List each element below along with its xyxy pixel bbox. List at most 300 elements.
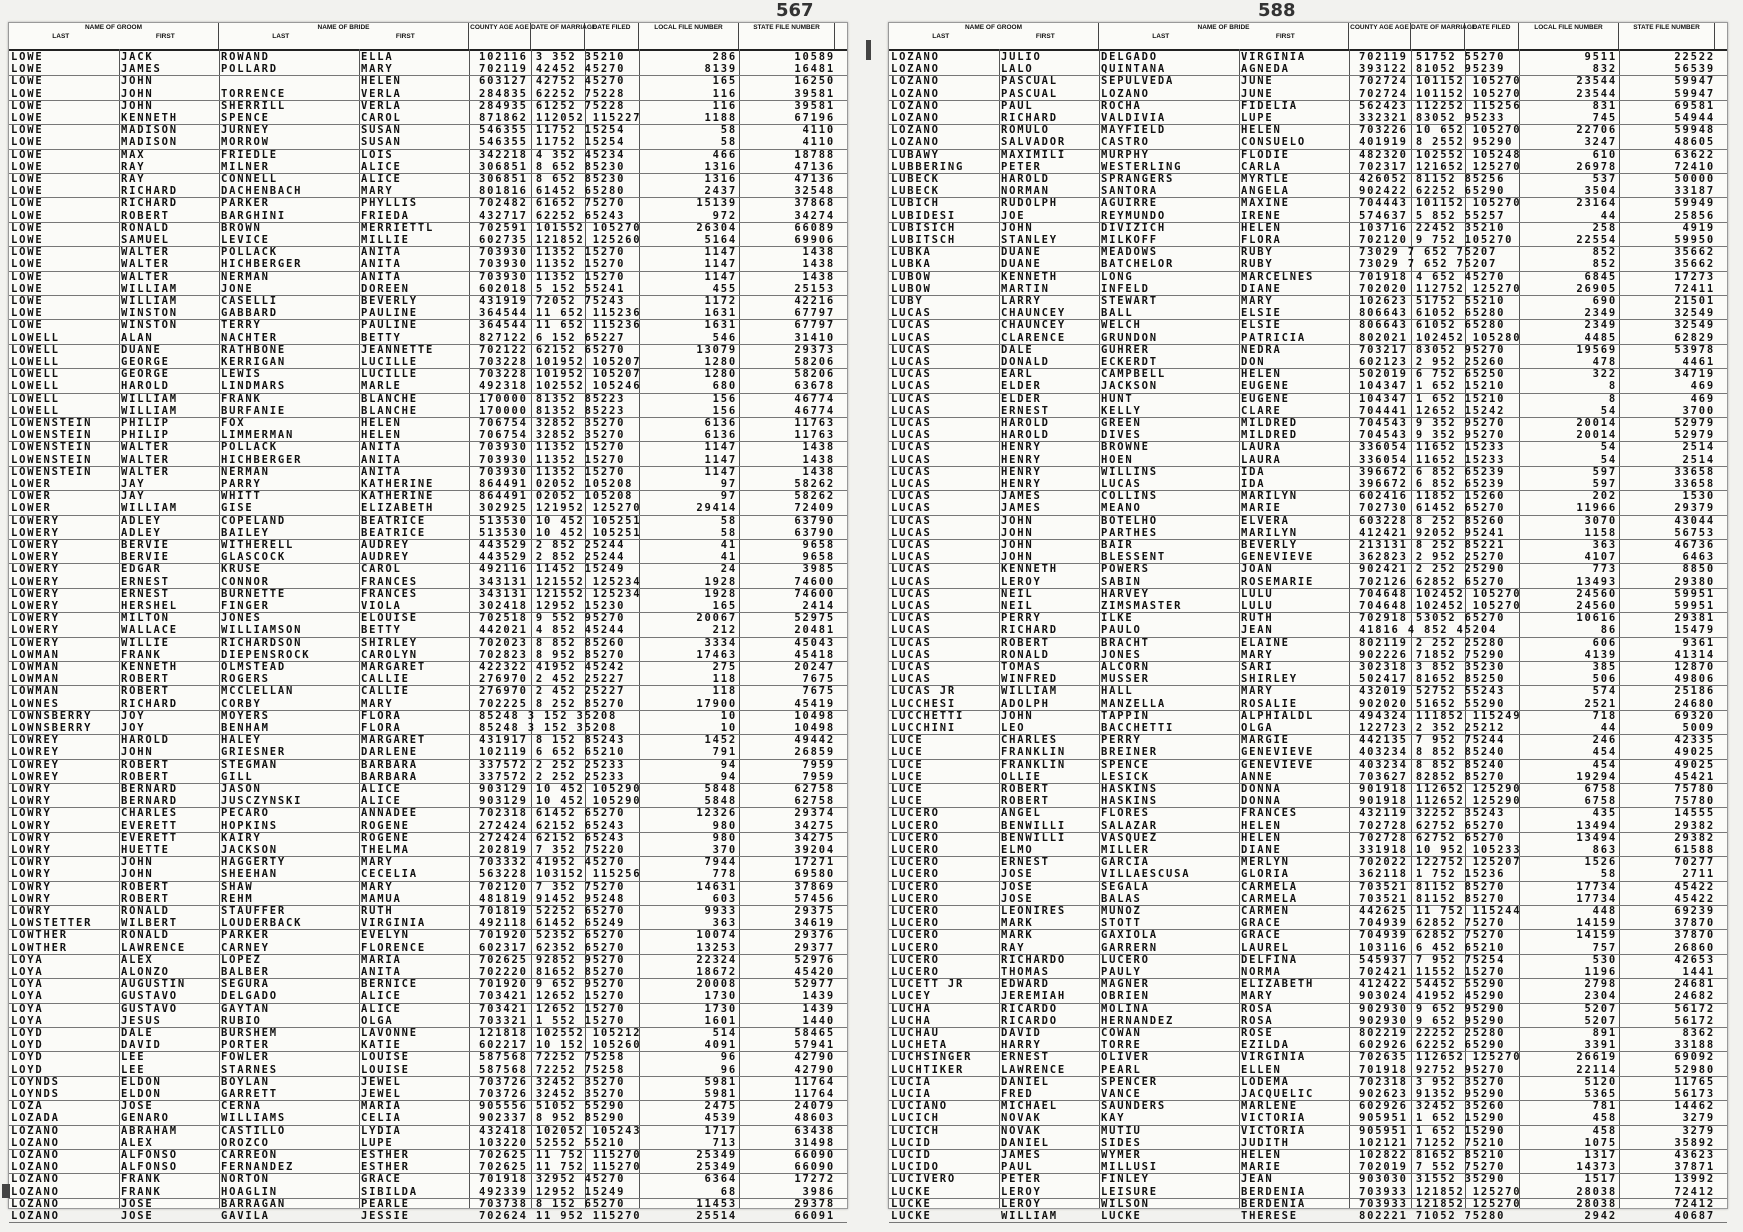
marriage-dates: 902623 91352 95290 bbox=[1359, 1088, 1506, 1100]
state-file-number: 2414 bbox=[802, 600, 835, 612]
bride-last-name: HARVEY bbox=[1101, 587, 1150, 600]
bride-last-name: LOUDERBACK bbox=[221, 917, 303, 930]
state-file-number: 50000 bbox=[1674, 173, 1715, 185]
bride-last-name: GILL bbox=[221, 770, 254, 783]
bride-first-name: MARGIE bbox=[1241, 734, 1290, 747]
local-file-number: 275 bbox=[712, 661, 737, 673]
bride-last-name: SPENCER bbox=[1101, 1075, 1158, 1088]
groom-first-name: RAY bbox=[121, 160, 146, 173]
bride-last-name: BARRAGAN bbox=[221, 1197, 286, 1210]
state-file-number: 75780 bbox=[1674, 783, 1715, 795]
table-row bbox=[9, 759, 847, 771]
marriage-dates: 513530 10 452 105251 bbox=[479, 526, 642, 539]
state-file-number: 70277 bbox=[1674, 856, 1715, 869]
bride-last-name: POWERS bbox=[1101, 563, 1150, 576]
groom-last-name: LOWE bbox=[11, 185, 44, 198]
bride-first-name: ELVERA bbox=[1241, 514, 1290, 527]
state-file-number: 66090 bbox=[794, 1161, 835, 1174]
bride-last-name: CAMPBELL bbox=[1101, 368, 1166, 381]
bride-last-name: GRUNDON bbox=[1101, 331, 1158, 344]
groom-first-name: KENNETH bbox=[121, 112, 178, 124]
table-row bbox=[9, 783, 847, 795]
marriage-dates: 703726 32452 35270 bbox=[479, 1075, 626, 1088]
bride-first-name: VIOLA bbox=[361, 600, 402, 612]
local-file-number: 202 bbox=[1592, 490, 1617, 503]
bride-last-name: MORROW bbox=[221, 136, 270, 149]
marriage-dates: 170000 81352 85223 bbox=[479, 392, 626, 405]
local-file-number: 246 bbox=[1592, 734, 1617, 747]
bride-last-name: BATCHELOR bbox=[1101, 258, 1175, 271]
table-row bbox=[9, 881, 847, 893]
local-file-number: 22554 bbox=[1576, 234, 1617, 246]
marriage-dates: 272424 62152 65243 bbox=[479, 831, 626, 844]
local-file-number: 891 bbox=[1592, 1027, 1617, 1039]
bride-last-name: SPRANGERS bbox=[1101, 173, 1175, 185]
groom-first-name: NEIL bbox=[1001, 600, 1034, 612]
bride-first-name: MARY bbox=[1241, 990, 1274, 1003]
marriage-dates: 603127 42752 45270 bbox=[479, 75, 626, 88]
bride-first-name: ELIZABETH bbox=[361, 502, 435, 515]
marriage-dates: 703933 121852 125270 bbox=[1359, 1197, 1522, 1210]
groom-last-name: LOWNES bbox=[11, 697, 60, 710]
state-file-number: 66090 bbox=[794, 1149, 835, 1161]
state-file-number: 34274 bbox=[794, 209, 835, 222]
bride-last-name: GABBARD bbox=[221, 307, 278, 320]
bride-last-name: KAY bbox=[1101, 1112, 1126, 1125]
bride-last-name: PECARO bbox=[221, 807, 270, 820]
bride-first-name: ALICE bbox=[361, 783, 402, 795]
groom-first-name: ALONZO bbox=[121, 966, 170, 978]
marriage-dates: 443529 2 852 25244 bbox=[479, 539, 626, 551]
marriage-dates: 396672 6 852 65239 bbox=[1359, 478, 1506, 490]
table-row bbox=[889, 1198, 1727, 1210]
bride-last-name: BREINER bbox=[1101, 746, 1158, 759]
state-file-number: 8850 bbox=[1682, 563, 1715, 576]
groom-last-name: LUBY bbox=[891, 295, 924, 307]
header-marriage-date-text: DATE OF MARRIAGE bbox=[1411, 24, 1477, 31]
marriage-dates: 703521 81152 85270 bbox=[1359, 892, 1506, 905]
local-file-number: 9511 bbox=[1584, 51, 1617, 63]
state-file-number: 24680 bbox=[1674, 697, 1715, 710]
groom-first-name: DALE bbox=[121, 1027, 154, 1039]
state-file-number: 63678 bbox=[794, 380, 835, 393]
groom-first-subheader: FIRST bbox=[155, 33, 175, 40]
state-file-number: 15479 bbox=[1674, 624, 1715, 637]
groom-last-name: LOWRY bbox=[11, 892, 52, 905]
local-file-number: 10616 bbox=[1576, 612, 1617, 625]
groom-first-name: CHAUNCEY bbox=[1001, 319, 1066, 332]
bride-last-name: CORBY bbox=[221, 697, 262, 710]
bride-first-name: HELEN bbox=[361, 417, 402, 429]
table-row bbox=[889, 51, 1727, 63]
table-row bbox=[9, 246, 847, 258]
marriage-dates: 703933 121852 125270 bbox=[1359, 1185, 1522, 1198]
local-file-number: 165 bbox=[712, 600, 737, 612]
local-file-number: 23544 bbox=[1576, 75, 1617, 88]
marriage-dates: 432717 62252 65243 bbox=[479, 209, 626, 222]
state-file-number: 32549 bbox=[1674, 319, 1715, 332]
bride-first-name: GLORIA bbox=[1241, 868, 1290, 881]
state-file-number: 58262 bbox=[794, 478, 835, 490]
bride-first-name: VIRGINIA bbox=[1241, 51, 1306, 63]
state-file-number: 29373 bbox=[794, 343, 835, 356]
bride-last-name: BURSHEM bbox=[221, 1027, 278, 1039]
bride-last-name: SHAW bbox=[221, 880, 254, 893]
marriage-dates: 701920 9 652 95270 bbox=[479, 978, 626, 991]
bride-first-name: OLGA bbox=[361, 1014, 394, 1027]
local-file-number: 10 bbox=[720, 722, 737, 734]
marriage-dates: 412422 54452 55290 bbox=[1359, 978, 1506, 991]
bride-first-name: AUDREY bbox=[361, 539, 410, 551]
groom-first-name: JOE bbox=[1001, 209, 1026, 222]
bride-first-name: GENEVIEVE bbox=[1241, 551, 1315, 564]
marriage-dates: 343131 121552 125234 bbox=[479, 575, 642, 588]
groom-first-name: JAMES bbox=[121, 63, 162, 76]
local-file-number: 25514 bbox=[696, 1210, 737, 1222]
groom-last-name: LOWE bbox=[11, 221, 44, 234]
header-codes-text: COUNTY AGE AGE bbox=[1350, 24, 1409, 31]
marriage-dates: 703930 11352 15270 bbox=[479, 246, 626, 259]
state-file-number: 4110 bbox=[802, 124, 835, 137]
groom-last-subheader: LAST bbox=[52, 33, 70, 40]
state-file-number: 39581 bbox=[794, 99, 835, 112]
local-file-number: 19294 bbox=[1576, 770, 1617, 783]
local-file-number: 11453 bbox=[696, 1197, 737, 1210]
marriage-dates: 905951 1 652 15290 bbox=[1359, 1124, 1506, 1137]
state-file-number: 1438 bbox=[802, 453, 835, 466]
local-file-number: 1517 bbox=[1584, 1173, 1617, 1186]
local-file-number: 1172 bbox=[704, 295, 737, 307]
table-row bbox=[889, 563, 1727, 575]
local-file-number: 54 bbox=[1600, 404, 1617, 417]
local-file-number: 781 bbox=[1592, 1100, 1617, 1113]
table-row bbox=[9, 75, 847, 87]
bride-last-name: BURFANIE bbox=[221, 404, 286, 417]
bride-last-name: PARRY bbox=[221, 478, 262, 490]
groom-last-name: LUCAS bbox=[891, 539, 932, 551]
bride-first-name: EUGENE bbox=[1241, 392, 1290, 405]
bride-first-name: JUNE bbox=[1241, 75, 1274, 88]
bride-first-name: HELEN bbox=[1241, 221, 1282, 234]
local-file-number: 41 bbox=[720, 551, 737, 564]
marriage-dates: 701918 92752 95270 bbox=[1359, 1063, 1506, 1076]
state-file-number: 67797 bbox=[794, 319, 835, 332]
local-file-number: 4091 bbox=[704, 1039, 737, 1052]
marriage-dates: 802219 22252 25280 bbox=[1359, 1027, 1506, 1039]
bride-last-name: JONE bbox=[221, 282, 254, 295]
table-row bbox=[9, 173, 847, 185]
groom-last-name: LUCE bbox=[891, 770, 924, 783]
bride-last-name: JUSCZYNSKI bbox=[221, 795, 303, 808]
state-file-number: 63790 bbox=[794, 526, 835, 539]
bride-last-name: MILKOFF bbox=[1101, 234, 1158, 246]
bride-first-name: SHIRLEY bbox=[361, 636, 418, 649]
bride-last-name: BROWNE bbox=[1101, 441, 1150, 454]
state-file-number: 1440 bbox=[802, 1014, 835, 1027]
groom-last-name: LOZANO bbox=[11, 1210, 60, 1222]
groom-last-name: LOZANO bbox=[891, 63, 940, 76]
bride-first-name: ALICE bbox=[361, 1002, 402, 1015]
state-file-number: 13992 bbox=[1674, 1173, 1715, 1186]
bride-first-name: FRANCES bbox=[1241, 807, 1298, 820]
bride-last-name: QUINTANA bbox=[1101, 63, 1166, 76]
state-file-number: 56753 bbox=[1674, 526, 1715, 539]
table-row bbox=[9, 441, 847, 453]
groom-last-name: LUCHA bbox=[891, 1002, 932, 1015]
groom-last-name: LOWREY bbox=[11, 770, 60, 783]
groom-first-name: DALE bbox=[1001, 343, 1034, 356]
marriage-dates: 396672 6 852 65239 bbox=[1359, 465, 1506, 478]
marriage-dates: 703332 41952 45270 bbox=[479, 856, 626, 869]
groom-last-name: LUCAS bbox=[891, 636, 932, 649]
state-file-number: 33658 bbox=[1674, 478, 1715, 490]
groom-last-name: LUCKE bbox=[891, 1210, 932, 1222]
state-file-number: 58206 bbox=[794, 368, 835, 381]
groom-last-name: LOWE bbox=[11, 173, 44, 185]
bride-last-name: DIEPENSROCK bbox=[221, 648, 311, 661]
marriage-dates: 702728 62752 65270 bbox=[1359, 831, 1506, 844]
groom-last-name: LUCAS bbox=[891, 368, 932, 381]
marriage-dates: 306851 8 652 85230 bbox=[479, 160, 626, 173]
bride-last-name: SANTORA bbox=[1101, 185, 1158, 198]
groom-last-name: LOWE bbox=[11, 282, 44, 295]
marriage-dates: 702120 9 752 105270 bbox=[1359, 234, 1514, 246]
state-file-number: 39204 bbox=[794, 844, 835, 856]
groom-first-name: LARRY bbox=[1001, 295, 1042, 307]
groom-last-name: LUCID bbox=[891, 1149, 932, 1161]
marriage-dates: 903129 10 452 105290 bbox=[479, 783, 642, 795]
bride-first-name: JEWEL bbox=[361, 1075, 402, 1088]
bride-last-name: LESICK bbox=[1101, 770, 1150, 783]
bride-first-name: CECELIA bbox=[361, 868, 418, 881]
state-file-number: 29379 bbox=[1674, 502, 1715, 515]
bride-first-name: JUNE bbox=[1241, 87, 1274, 100]
local-file-number: 258 bbox=[1592, 221, 1617, 234]
local-file-number: 14159 bbox=[1576, 929, 1617, 942]
marriage-dates: 545937 7 952 75254 bbox=[1359, 953, 1506, 966]
bride-last-name: SEPULVEDA bbox=[1101, 75, 1175, 88]
local-file-number: 25349 bbox=[696, 1161, 737, 1174]
bride-first-name: JUDITH bbox=[1241, 1136, 1290, 1149]
state-file-number: 75780 bbox=[1674, 795, 1715, 808]
state-file-number: 72412 bbox=[1674, 1197, 1715, 1210]
local-file-number: 1147 bbox=[704, 246, 737, 259]
marriage-dates: 702635 112652 125270 bbox=[1359, 1051, 1522, 1064]
local-file-number: 14159 bbox=[1576, 917, 1617, 930]
marriage-dates: 902422 62252 65290 bbox=[1359, 185, 1506, 198]
groom-last-name: LOWREY bbox=[11, 734, 60, 747]
marriage-dates: 272424 62152 65243 bbox=[479, 819, 626, 832]
bride-last-name: HICHBERGER bbox=[221, 453, 303, 466]
local-file-number: 1316 bbox=[704, 173, 737, 185]
bride-last-name: VANCE bbox=[1101, 1088, 1142, 1100]
groom-first-name: EVERETT bbox=[121, 819, 178, 832]
bride-last-name: GARRETT bbox=[221, 1088, 278, 1100]
local-file-number: 3247 bbox=[1584, 136, 1617, 149]
local-file-number: 2349 bbox=[1584, 319, 1617, 332]
table-row bbox=[889, 515, 1727, 527]
groom-first-name: ALFONSO bbox=[121, 1161, 178, 1174]
bride-first-name: DELFINA bbox=[1241, 953, 1298, 966]
bride-first-name: GRACE bbox=[1241, 917, 1282, 930]
marriage-dates: 102116 3 352 35210 bbox=[479, 51, 626, 63]
groom-last-name: LUCAS bbox=[891, 612, 932, 625]
bride-last-name: KAIRY bbox=[221, 831, 262, 844]
marriage-dates: 432019 52752 55243 bbox=[1359, 685, 1506, 698]
local-file-number: 14631 bbox=[696, 880, 737, 893]
bride-last-name: FINLEY bbox=[1101, 1173, 1150, 1186]
bride-last-name: GARCIA bbox=[1101, 856, 1150, 869]
bride-first-name: CARMELA bbox=[1241, 880, 1298, 893]
register-page-left bbox=[8, 22, 848, 1222]
local-file-number: 2475 bbox=[704, 1100, 737, 1113]
bride-last-name: BENHAM bbox=[221, 722, 270, 734]
groom-first-name: JACK bbox=[121, 51, 154, 63]
table-row bbox=[9, 51, 847, 63]
groom-first-name: ERNEST bbox=[1001, 404, 1050, 417]
state-file-number: 58465 bbox=[794, 1027, 835, 1039]
marriage-dates: 802119 2 252 25280 bbox=[1359, 636, 1506, 649]
state-file-number: 48605 bbox=[1674, 136, 1715, 149]
bride-last-name: MUNOZ bbox=[1101, 905, 1142, 917]
table-row bbox=[889, 368, 1727, 380]
state-file-number: 11763 bbox=[794, 429, 835, 442]
state-file-number: 10498 bbox=[794, 722, 835, 734]
state-file-number: 29382 bbox=[1674, 819, 1715, 832]
local-file-number: 1147 bbox=[704, 441, 737, 454]
table-row bbox=[889, 832, 1727, 844]
groom-first-name: DAVID bbox=[121, 1039, 162, 1052]
local-file-number: 24 bbox=[720, 563, 737, 576]
groom-last-name: LOYNDS bbox=[11, 1075, 60, 1088]
bride-last-name: BACCHETTI bbox=[1101, 722, 1175, 734]
groom-first-name: WILLIAM bbox=[121, 392, 178, 405]
groom-first-name: HAROLD bbox=[1001, 429, 1050, 442]
table-row bbox=[889, 856, 1727, 868]
bride-first-name: MARIA bbox=[361, 953, 402, 966]
bride-first-name: EZILDA bbox=[1241, 1039, 1290, 1052]
bride-first-name: JEAN bbox=[1241, 624, 1274, 637]
marriage-dates: 546355 11752 15254 bbox=[479, 136, 626, 149]
marriage-dates: 901918 112652 125290 bbox=[1359, 783, 1522, 795]
bride-first-name: CAROL bbox=[361, 563, 402, 576]
local-file-number: 10 bbox=[720, 709, 737, 722]
groom-first-name: OLLIE bbox=[1001, 770, 1042, 783]
groom-last-name: LOYD bbox=[11, 1039, 44, 1052]
groom-first-name: SALVADOR bbox=[1001, 136, 1066, 149]
bride-first-name: SIBILDA bbox=[361, 1185, 418, 1198]
bride-first-name: BETTY bbox=[361, 331, 402, 344]
groom-first-name: CHARLES bbox=[1001, 734, 1058, 747]
bride-first-name: PAULINE bbox=[361, 307, 418, 320]
table-row bbox=[889, 441, 1727, 453]
state-file-number: 46774 bbox=[794, 392, 835, 405]
local-file-number: 455 bbox=[712, 282, 737, 295]
bride-first-name: BLANCHE bbox=[361, 404, 418, 417]
marriage-dates: 104347 1 652 15210 bbox=[1359, 380, 1506, 393]
groom-last-name: LOWERY bbox=[11, 636, 60, 649]
bride-last-name: WELCH bbox=[1101, 319, 1142, 332]
bride-last-name: LOZANO bbox=[1101, 87, 1150, 100]
groom-first-name: DONALD bbox=[1001, 356, 1050, 368]
groom-first-name: ANGEL bbox=[1001, 807, 1042, 820]
groom-last-name: LUCAS bbox=[891, 673, 932, 686]
groom-first-name: RICHARDO bbox=[1001, 953, 1066, 966]
marriage-dates: 703930 11352 15270 bbox=[479, 465, 626, 478]
marriage-dates: 73029 7 652 75207 bbox=[1359, 246, 1498, 259]
state-file-number: 34275 bbox=[794, 819, 835, 832]
groom-first-name: FRED bbox=[1001, 1088, 1034, 1100]
bride-last-name: PARKER bbox=[221, 929, 270, 942]
local-file-number: 58 bbox=[720, 124, 737, 137]
marriage-dates: 903129 10 452 105290 bbox=[479, 795, 642, 808]
local-file-number: 86 bbox=[1600, 624, 1617, 637]
table-row bbox=[889, 344, 1727, 356]
local-file-number: 15139 bbox=[696, 197, 737, 210]
groom-last-name: LUCHA bbox=[891, 1014, 932, 1027]
groom-first-name: DANIEL bbox=[1001, 1136, 1050, 1149]
local-file-number: 2798 bbox=[1584, 978, 1617, 991]
marriage-dates: 337572 2 252 25233 bbox=[479, 758, 626, 771]
groom-first-name: HAROLD bbox=[121, 380, 170, 393]
bride-first-name: GENEVIEVE bbox=[1241, 758, 1315, 771]
bride-first-name: HELEN bbox=[1241, 819, 1282, 832]
bride-first-subheader: FIRST bbox=[395, 33, 415, 40]
state-file-number: 59947 bbox=[1674, 75, 1715, 88]
bride-last-name: RATHBONE bbox=[221, 343, 286, 356]
bride-first-name: PATRICIA bbox=[1241, 331, 1306, 344]
bride-first-name: ROSA bbox=[1241, 1014, 1274, 1027]
bride-first-name: BERDENIA bbox=[1241, 1185, 1306, 1198]
state-file-number: 33188 bbox=[1674, 1039, 1715, 1052]
groom-first-name: BENWILLI bbox=[1001, 831, 1066, 844]
bride-last-name: KERRIGAN bbox=[221, 356, 286, 368]
groom-last-name: LUCCHINI bbox=[891, 722, 956, 734]
bride-last-name: STEGMAN bbox=[221, 758, 278, 771]
groom-last-name: LUCAS bbox=[891, 478, 932, 490]
local-file-number: 44 bbox=[1600, 209, 1617, 222]
local-file-number: 4107 bbox=[1584, 551, 1617, 564]
table-row bbox=[9, 1003, 847, 1015]
local-file-number: 454 bbox=[1592, 746, 1617, 759]
groom-last-name: LUCHSINGER bbox=[891, 1051, 973, 1064]
marriage-dates: 905951 1 652 15290 bbox=[1359, 1112, 1506, 1125]
bride-last-name: WILSON bbox=[1101, 1197, 1150, 1210]
state-file-number: 69581 bbox=[1674, 99, 1715, 112]
bride-last-name: RUBIO bbox=[221, 1014, 262, 1027]
groom-first-name: WALTER bbox=[121, 441, 170, 454]
groom-first-name: WILLIAM bbox=[1001, 1210, 1058, 1222]
groom-last-name: LUCERO bbox=[891, 892, 940, 905]
groom-first-name: ELDER bbox=[1001, 392, 1042, 405]
bride-first-name: IRENE bbox=[1241, 209, 1282, 222]
state-file-number: 25153 bbox=[794, 282, 835, 295]
bride-last-name: CASELLI bbox=[221, 295, 278, 307]
table-row bbox=[9, 710, 847, 722]
local-file-number: 286 bbox=[712, 51, 737, 63]
state-file-number: 25856 bbox=[1674, 209, 1715, 222]
groom-last-name: LOWNSBERRY bbox=[11, 722, 93, 734]
groom-last-name: LUCAS bbox=[891, 307, 932, 320]
local-file-number: 1147 bbox=[704, 465, 737, 478]
header-groom bbox=[889, 23, 1099, 49]
groom-first-name: ROBERT bbox=[1001, 783, 1050, 795]
bride-first-name: HELEN bbox=[1241, 1149, 1282, 1161]
groom-last-name: LUBECK bbox=[891, 185, 940, 198]
groom-last-name: LUCERO bbox=[891, 831, 940, 844]
local-file-number: 478 bbox=[1592, 356, 1617, 368]
groom-first-name: WILLIAM bbox=[1001, 685, 1058, 698]
